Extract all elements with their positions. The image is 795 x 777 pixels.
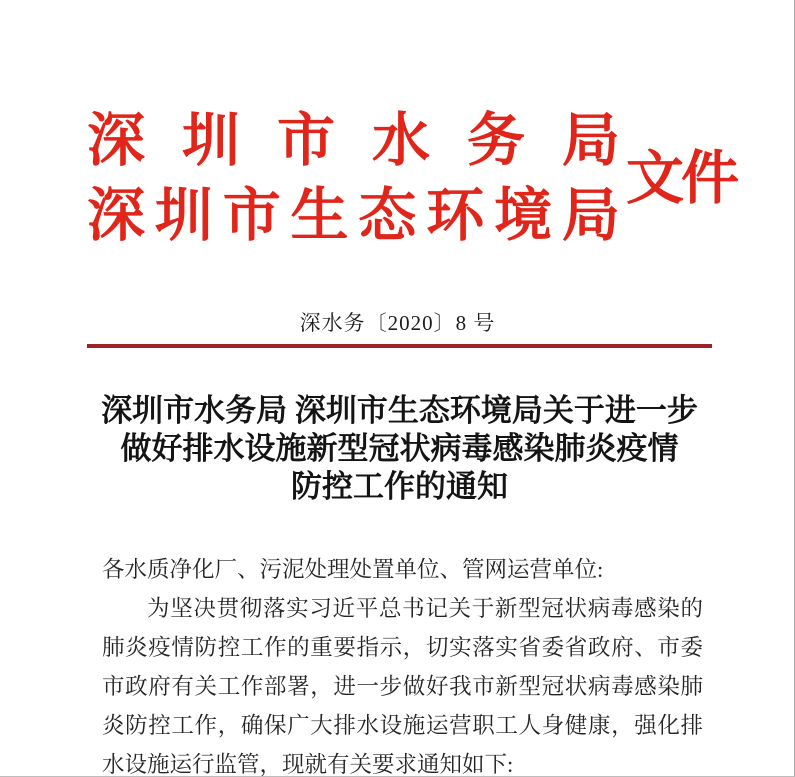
agency-name-char: 深 bbox=[87, 183, 146, 248]
agency-name-line2 bbox=[87, 183, 620, 248]
agency-name-char: 深 bbox=[87, 108, 146, 173]
agency-name-char: 环 bbox=[426, 183, 485, 248]
salutation: 各水质净化厂、污泥处理处置单位、管网运营单位: bbox=[102, 557, 604, 582]
title-line-1: 深圳市水务局 深圳市生态环境局关于进一步 bbox=[101, 393, 698, 428]
title-line-3: 防控工作的通知 bbox=[291, 469, 508, 504]
agency-name-char: 局 bbox=[561, 183, 620, 248]
title-line-2: 做好排水设施新型冠状病毒感染肺炎疫情 bbox=[120, 431, 679, 466]
agency-name-char: 态 bbox=[358, 183, 417, 248]
agency-name-line1 bbox=[87, 108, 620, 173]
document-title bbox=[87, 392, 712, 506]
document-number: 深水务〔2020〕8 号 bbox=[299, 311, 496, 335]
agency-names bbox=[87, 108, 620, 248]
agency-name-char: 境 bbox=[494, 183, 553, 248]
agency-name-char: 圳 bbox=[181, 108, 240, 173]
body-paragraph: 为坚决贯彻落实习近平总书记关于新型冠状病毒感染的肺炎疫情防控工作的重要指示，切实落实省委省政府、市委市政府有关工作部署，进一步做好我市新型冠状病毒感染肺炎防控工作，确保广大排水设施运营职工人身健康，强化排水设施运行监管，现就有关要求通知如下: bbox=[102, 596, 703, 777]
red-separator-line bbox=[87, 344, 712, 348]
agency-name-char: 生 bbox=[290, 183, 349, 248]
agency-name-char: 局 bbox=[561, 108, 620, 173]
agency-name-char: 圳 bbox=[154, 183, 213, 248]
document-body bbox=[102, 550, 703, 777]
agency-name-char: 水 bbox=[371, 108, 430, 173]
document-letterhead bbox=[87, 108, 737, 248]
agency-name-char: 务 bbox=[466, 108, 525, 173]
document-type-label: 文件 bbox=[626, 145, 737, 211]
agency-name-char: 市 bbox=[222, 183, 281, 248]
agency-name-char: 市 bbox=[276, 108, 335, 173]
